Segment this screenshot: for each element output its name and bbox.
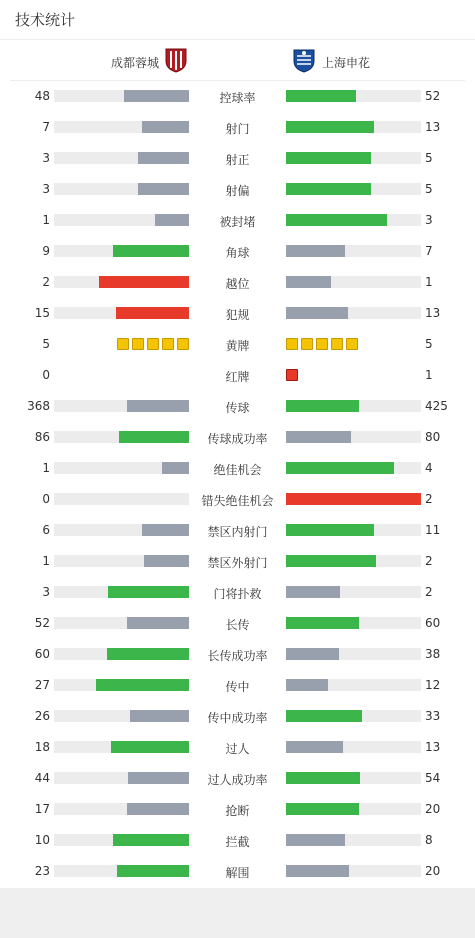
stat-row <box>0 825 475 856</box>
away-stat-value: 20 <box>425 864 441 878</box>
away-bar-track <box>286 152 421 164</box>
stat-label: 越位 <box>225 277 250 291</box>
home-stat-value: 44 <box>34 771 50 785</box>
stat-label: 传中 <box>225 680 250 694</box>
away-bar-fill <box>286 679 328 691</box>
yellow-card-icon <box>147 338 159 350</box>
home-bar-fill <box>142 121 189 133</box>
yellow-card-icon <box>286 338 298 350</box>
away-bar-fill <box>286 772 360 784</box>
away-bar-fill <box>286 834 345 846</box>
home-bar-track <box>54 276 189 288</box>
home-stat-value: 15 <box>34 306 50 320</box>
away-bar-track <box>286 121 421 133</box>
yellow-card-icon <box>132 338 144 350</box>
away-bar-fill <box>286 276 331 288</box>
stat-row <box>0 546 475 577</box>
yellow-card-icon <box>346 338 358 350</box>
home-stat-value: 3 <box>42 585 50 599</box>
stat-label: 门将扑救 <box>213 587 262 601</box>
home-bar-fill <box>142 524 189 536</box>
home-stat-value: 6 <box>42 523 50 537</box>
away-bar-track <box>286 400 421 412</box>
home-stat-value: 368 <box>27 399 50 413</box>
away-bar-fill <box>286 741 343 753</box>
home-bar-track <box>54 834 189 846</box>
home-stat-value: 18 <box>34 740 50 754</box>
away-bar-fill <box>286 462 394 474</box>
away-stat-value: 425 <box>425 399 448 413</box>
home-stat-value: 10 <box>34 833 50 847</box>
home-bar-fill <box>117 865 189 877</box>
away-bar-track <box>286 772 421 784</box>
away-bar-fill <box>286 431 351 443</box>
home-stat-value: 2 <box>42 275 50 289</box>
section-title: 技术统计 <box>15 11 76 29</box>
teams-row <box>10 40 465 81</box>
stat-row <box>0 422 475 453</box>
stat-row <box>0 701 475 732</box>
away-bar-fill <box>286 617 359 629</box>
stat-row <box>0 639 475 670</box>
away-stat-value: 1 <box>425 275 433 289</box>
away-stat-value: 60 <box>425 616 441 630</box>
away-bar-track <box>286 865 421 877</box>
away-stat-value: 54 <box>425 771 441 785</box>
stat-label: 射正 <box>225 153 250 167</box>
stat-label: 控球率 <box>219 91 256 105</box>
stat-label: 禁区内射门 <box>207 525 268 539</box>
away-bar-fill <box>286 214 387 226</box>
away-stat-value: 5 <box>425 337 433 351</box>
away-bar-fill <box>286 245 345 257</box>
home-stat-value: 86 <box>34 430 50 444</box>
stat-label: 过人成功率 <box>207 773 268 787</box>
home-bar-fill <box>99 276 189 288</box>
yellow-card-icon <box>162 338 174 350</box>
away-stat-value: 1 <box>425 368 433 382</box>
stat-label: 绝佳机会 <box>213 463 262 477</box>
home-cards <box>117 338 189 350</box>
stat-row <box>0 298 475 329</box>
away-cards <box>286 338 358 350</box>
away-stat-value: 33 <box>425 709 441 723</box>
away-stat-value: 12 <box>425 678 441 692</box>
yellow-card-icon <box>316 338 328 350</box>
stat-row <box>0 174 475 205</box>
away-bar-track <box>286 90 421 102</box>
home-bar-track <box>54 555 189 567</box>
stat-label: 传球成功率 <box>207 432 268 446</box>
away-bar-track <box>286 679 421 691</box>
home-stat-value: 1 <box>42 554 50 568</box>
home-stat-value: 3 <box>42 151 50 165</box>
home-bar-fill <box>127 617 189 629</box>
home-bar-fill <box>113 834 189 846</box>
away-bar-fill <box>286 555 376 567</box>
away-stat-value: 13 <box>425 120 441 134</box>
stat-row <box>0 608 475 639</box>
home-bar-fill <box>96 679 189 691</box>
home-bar-fill <box>138 152 189 164</box>
away-bar-fill <box>286 90 356 102</box>
away-bar-track <box>286 307 421 319</box>
stat-row <box>0 515 475 546</box>
away-team-name: 上海申花 <box>322 55 371 70</box>
home-team-crest-icon <box>165 47 187 77</box>
stat-label: 红牌 <box>225 370 250 384</box>
away-bar-fill <box>286 307 348 319</box>
away-stat-value: 80 <box>425 430 441 444</box>
home-stat-value: 5 <box>42 337 50 351</box>
away-stat-value: 13 <box>425 306 441 320</box>
home-bar-track <box>54 617 189 629</box>
away-bar-track <box>286 214 421 226</box>
stat-label: 拦截 <box>225 835 250 849</box>
home-bar-track <box>54 462 189 474</box>
away-team[interactable] <box>292 47 370 77</box>
away-bar-track <box>286 462 421 474</box>
home-stat-value: 1 <box>42 461 50 475</box>
away-team-crest-icon <box>292 47 316 77</box>
home-bar-track <box>54 121 189 133</box>
away-bar-track <box>286 493 421 505</box>
away-bar-track <box>286 245 421 257</box>
away-bar-track <box>286 741 421 753</box>
away-bar-fill <box>286 400 359 412</box>
home-bar-track <box>54 586 189 598</box>
yellow-card-icon <box>117 338 129 350</box>
away-bar-fill <box>286 152 371 164</box>
away-bar-fill <box>286 803 359 815</box>
yellow-card-icon <box>301 338 313 350</box>
away-bar-fill <box>286 183 371 195</box>
away-bar-fill <box>286 865 349 877</box>
home-bar-fill <box>128 772 189 784</box>
away-bar-track <box>286 431 421 443</box>
away-stat-value: 3 <box>425 213 433 227</box>
stat-label: 错失绝佳机会 <box>201 494 274 508</box>
stat-row <box>0 112 475 143</box>
home-stat-value: 60 <box>34 647 50 661</box>
home-bar-track <box>54 152 189 164</box>
stat-label: 长传成功率 <box>207 649 268 663</box>
home-bar-fill <box>155 214 189 226</box>
stat-row <box>0 267 475 298</box>
away-stat-value: 13 <box>425 740 441 754</box>
stat-label: 角球 <box>225 246 250 260</box>
home-bar-track <box>54 772 189 784</box>
stat-row <box>0 143 475 174</box>
home-bar-track <box>54 679 189 691</box>
home-bar-fill <box>108 586 189 598</box>
home-bar-track <box>54 865 189 877</box>
away-bar-track <box>286 183 421 195</box>
home-bar-track <box>54 431 189 443</box>
away-stat-value: 5 <box>425 151 433 165</box>
away-bar-fill <box>286 493 421 505</box>
stat-label: 抢断 <box>225 804 250 818</box>
home-bar-fill <box>119 431 189 443</box>
home-stat-value: 48 <box>34 89 50 103</box>
home-bar-fill <box>107 648 189 660</box>
away-bar-track <box>286 648 421 660</box>
away-bar-fill <box>286 524 374 536</box>
away-bar-track <box>286 586 421 598</box>
home-bar-fill <box>124 90 189 102</box>
home-stat-value: 17 <box>34 802 50 816</box>
home-bar-track <box>54 803 189 815</box>
away-bar-track <box>286 555 421 567</box>
page-footer <box>0 888 475 938</box>
home-bar-fill <box>127 803 189 815</box>
away-bar-fill <box>286 648 339 660</box>
away-bar-track <box>286 276 421 288</box>
home-bar-track <box>54 214 189 226</box>
stat-row <box>0 81 475 112</box>
home-bar-track <box>54 183 189 195</box>
yellow-card-icon <box>331 338 343 350</box>
stat-row <box>0 484 475 515</box>
section-header <box>0 0 475 40</box>
stat-label: 射偏 <box>225 184 250 198</box>
away-stat-value: 7 <box>425 244 433 258</box>
away-stat-value: 11 <box>425 523 441 537</box>
away-stat-value: 5 <box>425 182 433 196</box>
stat-row <box>0 794 475 825</box>
stat-label: 射门 <box>225 122 250 136</box>
home-team[interactable] <box>111 47 187 77</box>
home-bar-fill <box>130 710 189 722</box>
away-cards <box>286 369 298 381</box>
away-stat-value: 2 <box>425 585 433 599</box>
away-stat-value: 4 <box>425 461 433 475</box>
stat-label: 禁区外射门 <box>207 556 268 570</box>
away-bar-track <box>286 803 421 815</box>
home-bar-fill <box>127 400 189 412</box>
stat-row <box>0 453 475 484</box>
home-bar-track <box>54 90 189 102</box>
home-stat-value: 52 <box>34 616 50 630</box>
away-stat-value: 8 <box>425 833 433 847</box>
home-bar-track <box>54 524 189 536</box>
home-bar-fill <box>138 183 189 195</box>
home-stat-value: 26 <box>34 709 50 723</box>
stat-row <box>0 391 475 422</box>
home-bar-track <box>54 400 189 412</box>
stat-label: 长传 <box>225 618 250 632</box>
yellow-card-icon <box>177 338 189 350</box>
stat-label: 传中成功率 <box>207 711 268 725</box>
home-stat-value: 27 <box>34 678 50 692</box>
home-team-name: 成都蓉城 <box>110 55 159 70</box>
red-card-icon <box>286 369 298 381</box>
home-bar-track <box>54 741 189 753</box>
home-bar-track <box>54 648 189 660</box>
home-stat-value: 9 <box>42 244 50 258</box>
away-bar-fill <box>286 121 374 133</box>
home-bar-fill <box>111 741 189 753</box>
home-bar-track <box>54 307 189 319</box>
home-stat-value: 0 <box>42 492 50 506</box>
home-stat-value: 3 <box>42 182 50 196</box>
stat-label: 传球 <box>225 401 250 415</box>
away-bar-fill <box>286 586 340 598</box>
away-bar-track <box>286 710 421 722</box>
stat-row <box>0 856 475 887</box>
stat-row <box>0 236 475 267</box>
away-stat-value: 20 <box>425 802 441 816</box>
home-bar-track <box>54 493 189 505</box>
home-stat-value: 0 <box>42 368 50 382</box>
away-bar-track <box>286 834 421 846</box>
stat-row <box>0 732 475 763</box>
away-bar-track <box>286 617 421 629</box>
home-stat-value: 23 <box>34 864 50 878</box>
stat-row <box>0 577 475 608</box>
stat-row <box>0 205 475 236</box>
stat-label: 被封堵 <box>219 215 256 229</box>
stat-label: 犯规 <box>225 308 250 322</box>
away-stat-value: 2 <box>425 554 433 568</box>
home-bar-fill <box>144 555 189 567</box>
away-bar-track <box>286 524 421 536</box>
away-stat-value: 38 <box>425 647 441 661</box>
away-stat-value: 2 <box>425 492 433 506</box>
stat-label: 解围 <box>225 866 250 880</box>
stat-row <box>0 360 475 391</box>
stat-label: 黄牌 <box>225 339 250 353</box>
home-bar-fill <box>113 245 189 257</box>
stat-label: 过人 <box>225 742 250 756</box>
home-bar-fill <box>162 462 189 474</box>
home-stat-value: 7 <box>42 120 50 134</box>
stat-row <box>0 763 475 794</box>
stat-row <box>0 329 475 360</box>
home-stat-value: 1 <box>42 213 50 227</box>
home-bar-track <box>54 710 189 722</box>
stat-row <box>0 670 475 701</box>
away-stat-value: 52 <box>425 89 441 103</box>
home-bar-track <box>54 245 189 257</box>
away-bar-fill <box>286 710 362 722</box>
home-bar-fill <box>116 307 189 319</box>
